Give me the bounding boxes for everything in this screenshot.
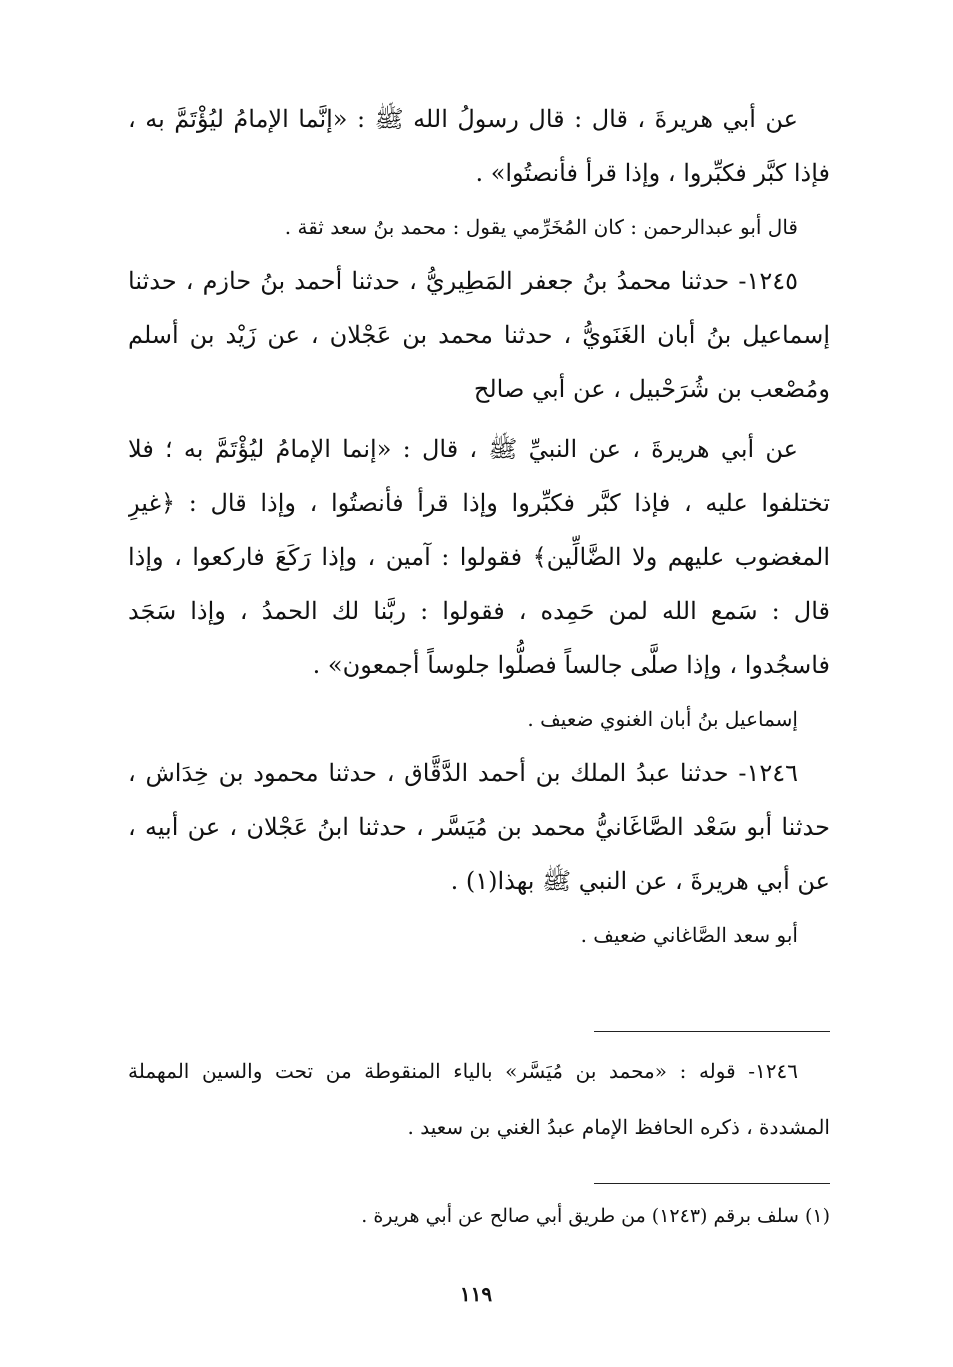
hadith-number-line: ١٢٤٦- حدثنا عبدُ الملك بن أحمد الدَّقَّاق ، حدثنا محمود بن خِدَاش ، [128, 759, 798, 787]
main-text-body [128, 92, 830, 962]
page-number: ١١٩ [459, 1282, 493, 1306]
commentary-line: إسماعيل بنُ أبان الغنوي ضعيف . [527, 707, 798, 731]
text-line: عن أبي هريرةَ ، عن النبي ﷺ بهذا(١) . [450, 867, 830, 895]
footnote: (١) سلف برقم (١٢٤٣) من طريق أبي صالح عن أبي هريرة . [361, 1205, 830, 1227]
text-line: حدثنا أبو سَعْد الصَّاغَانيُّ محمد بن مُيَسَّر ، حدثنا ابنُ عَجْلان ، عن أبيه ، [128, 813, 830, 841]
commentary-line: قال أبو عبدالرحمن : كان المُخَرِّمي يقول : محمد بنُ سعد ثقة . [284, 215, 798, 239]
commentary-line: أبو سعد الصَّاغاني ضعيف . [580, 923, 798, 947]
text-line: المغضوب عليهم ولا الضَّالِّين﴾ فقولوا : آمين ، وإذا رَكَعَ فاركعوا ، وإذا [128, 543, 830, 571]
margin-note [128, 1043, 830, 1155]
note-line: المشددة ، ذكره الحافظ الإمام عبدُ الغني بن سعيد . [407, 1115, 830, 1139]
text-line: عن أبي هريرةَ ، عن النبيِّ ﷺ ، قال : «إنما الإمامُ ليُؤْتَمَّ به ؛ فلا [128, 435, 798, 463]
text-line: تختلفوا عليه ، فإذا كبَّر فكبِّروا وإذا قرأ فأنصتُوا ، وإذا قال : ﴿غيرِ [128, 489, 830, 517]
note-line: ١٢٤٦- قوله : «محمد بن مُيَسَّر» بالياء المنقوطة من تحت والسين المهملة [128, 1059, 798, 1083]
hadith-number-line: ١٢٤٥- حدثنا محمدُ بنُ جعفر المَطِيريُّ ، حدثنا أحمد بنُ حازم ، حدثنا [128, 267, 798, 295]
text-line: إسماعيل بنُ أبان الغَنَويُّ ، حدثنا محمد بن عَجْلان ، عن زَيْد بن أسلم [128, 321, 830, 349]
text-line: قال : سَمع الله لمن حَمِده ، فقولوا : ربَّنا لك الحمدُ ، وإذا سَجَد [128, 597, 830, 625]
text-line: عن أبي هريرةَ ، قال : قال رسولُ الله ﷺ : «إنَّما الإمامُ ليُؤْتَمَّ به ، [128, 105, 798, 133]
section-divider [594, 1031, 830, 1032]
text-line: ومُصْعب بن شُرَحْبيل ، عن أبي صالح [473, 375, 830, 403]
text-line: فاسجُدوا ، وإذا صلَّى جالساً فصلُّوا جلوساً أجمعون» . [312, 651, 830, 679]
footnote-divider [594, 1183, 830, 1184]
text-line: فإذا كبَّر فكبِّروا ، وإذا قرأ فأنصتُوا» . [475, 159, 830, 187]
